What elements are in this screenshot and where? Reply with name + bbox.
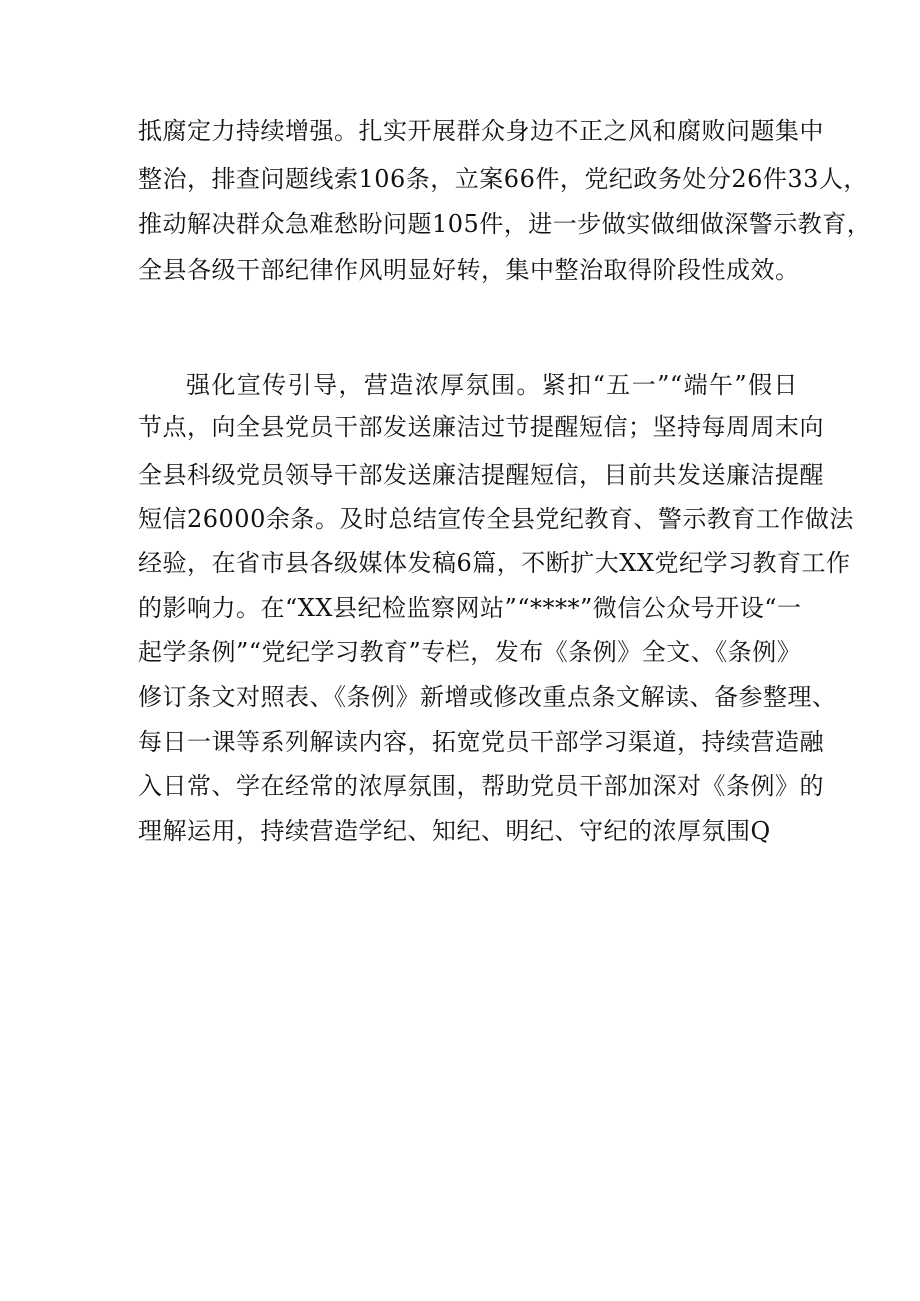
paragraph-2-line-7: 起学条例”“党纪学习教育”专栏，发布《条例》全文、《条例》: [138, 638, 802, 666]
paragraph-2-line-5: 经验，在省市县各级媒体发稿6篇，不断扩大XX党纪学习教育工作: [138, 549, 851, 577]
paragraph-2-line-9: 每日一课等系列解读内容，拓宽党员干部学习渠道，持续营造融: [138, 728, 824, 756]
paragraph-1-line-2: 整治，排查问题线索106条，立案66件，党纪政务处分26件33人，: [138, 165, 868, 193]
paragraph-2-line-1: 强化宣传引导，营造浓厚氛围。紧扣“五一”“端午”假日: [186, 371, 798, 399]
paragraph-2-line-4: 短信26000余条。及时总结宣传全县党纪教育、警示教育工作做法: [138, 505, 854, 533]
paragraph-1-line-3: 推动解决群众急难愁盼问题105件，进一步做实做细做深警示教育，: [138, 210, 872, 238]
paragraph-2-line-8: 修订条文对照表、《条例》新增或修改重点条文解读、备参整理、: [138, 683, 837, 711]
paragraph-1-line-4: 全县各级干部纪律作风明显好转，集中整治取得阶段性成效。: [138, 256, 800, 284]
paragraph-2-line-2: 节点，向全县党员干部发送廉洁过节提醒短信；坚持每周周末向: [138, 413, 824, 441]
paragraph-2-line-11: 理解运用，持续营造学纪、知纪、明纪、守纪的浓厚氛围Q: [138, 817, 771, 845]
paragraph-2-line-6: 的影响力。在“XX县纪检监察网站”“****”微信公众号开设“一: [138, 594, 802, 622]
paragraph-1-line-1: 抵腐定力持续增强。扎实开展群众身边不正之风和腐败问题集中: [138, 117, 824, 145]
paragraph-2-line-10: 入日常、学在经常的浓厚氛围，帮助党员干部加深对《条例》的: [138, 772, 824, 800]
paragraph-2-line-3: 全县科级党员领导干部发送廉洁提醒短信，目前共发送廉洁提醒: [138, 461, 824, 489]
